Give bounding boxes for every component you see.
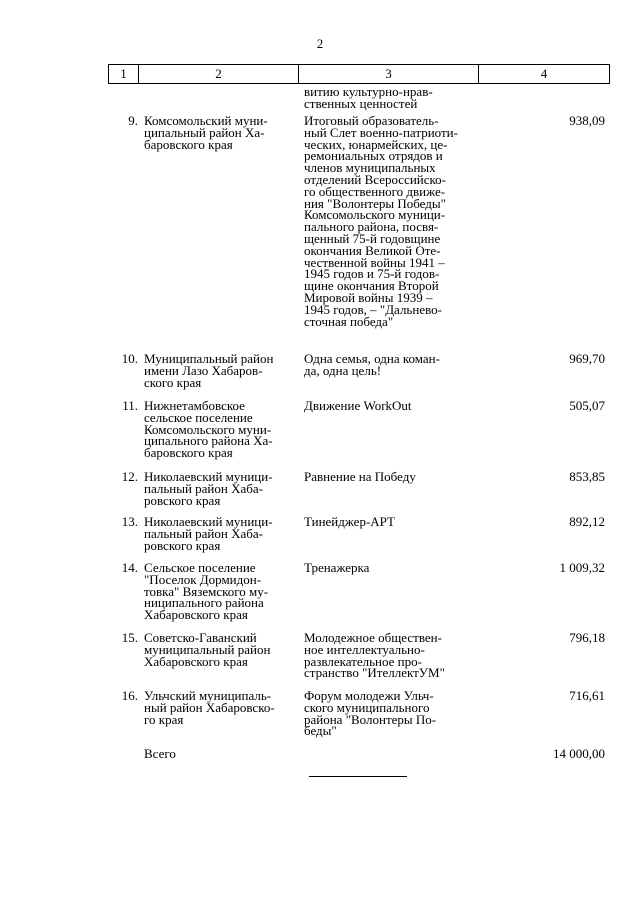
row-recipient: Николаевский муници- пальный район Хаба- ровского края — [144, 469, 273, 508]
row-recipient: Комсомольский муни- ципальный район Ха- баровского края — [144, 113, 268, 152]
row-project: Одна семья, одна коман- да, одна цель! — [304, 351, 440, 378]
row-number: 13. — [121, 514, 138, 529]
row-recipient: Ульчский муниципаль- ный район Хабаровско- го края — [144, 688, 275, 727]
table-header — [108, 64, 610, 84]
continuation-text: витию культурно-нрав- ственных ценностей — [304, 84, 433, 111]
row-number: 10. — [121, 351, 138, 366]
end-rule — [309, 776, 407, 777]
row-number: 14. — [121, 560, 138, 575]
row-project: Итоговый образователь- ный Слет военно-патриоти- ческих, юнармейских, це- ремониальных отрядов и членов муниципальных отделений Всероссийско- го общественного движе- ния "Волонтеры Победы" Комсомольского муници- пального района, посвя- щенный 75-й годовщине окончания Великой Оте- чественной войны 1941 – 1945 годов и 75-й годов- щине окончания Второй Мировой войны 1939 – 1945 годов, – "Дальнево- сточная победа" — [304, 113, 458, 329]
column-header-2: 2 — [139, 65, 299, 83]
row-amount: 969,70 — [569, 351, 605, 366]
row-project: Равнение на Победу — [304, 469, 416, 484]
row-amount: 938,09 — [569, 113, 605, 128]
row-recipient: Муниципальный район имени Лазо Хабаров- ского края — [144, 351, 274, 390]
row-number: 16. — [121, 688, 138, 703]
total-amount: 14 000,00 — [553, 746, 605, 761]
row-recipient: Сельское поселение "Поселок Дормидон- товка" Вяземского му- ниципального района Хабаровского края — [144, 560, 269, 623]
row-project: Движение WorkOut — [304, 398, 412, 413]
row-number: 15. — [121, 630, 138, 645]
page-number: 2 — [316, 36, 324, 51]
total-label: Всего — [144, 746, 176, 761]
column-header-4: 4 — [540, 66, 548, 81]
row-project: Форум молодежи Ульч- ского муниципального района "Волонтеры По- беды" — [304, 688, 437, 739]
row-amount: 853,85 — [569, 469, 605, 484]
column-header-3: 3 — [299, 65, 479, 83]
row-project: Молодежное обществен- ное интеллектуально- развлекательное про- странство "ИтеллектУМ" — [304, 630, 445, 681]
row-project: Тренажерка — [304, 560, 370, 575]
column-header-1: 1 — [109, 65, 139, 83]
row-number: 9. — [128, 113, 138, 128]
row-amount: 892,12 — [569, 514, 605, 529]
row-recipient: Нижнетамбовское сельское поселение Комсомольского муни- ципального района Ха- баровского края — [144, 398, 273, 461]
row-amount: 1 009,32 — [559, 560, 605, 575]
row-recipient: Николаевский муници- пальный район Хаба- ровского края — [144, 514, 273, 553]
row-recipient: Советско-Гаванский муниципальный район Хабаровского края — [144, 630, 271, 669]
row-amount: 716,61 — [569, 688, 605, 703]
row-number: 11. — [122, 398, 138, 413]
row-project: Тинейджер-АРТ — [304, 514, 395, 529]
row-amount: 505,07 — [569, 398, 605, 413]
row-number: 12. — [121, 469, 138, 484]
row-amount: 796,18 — [569, 630, 605, 645]
